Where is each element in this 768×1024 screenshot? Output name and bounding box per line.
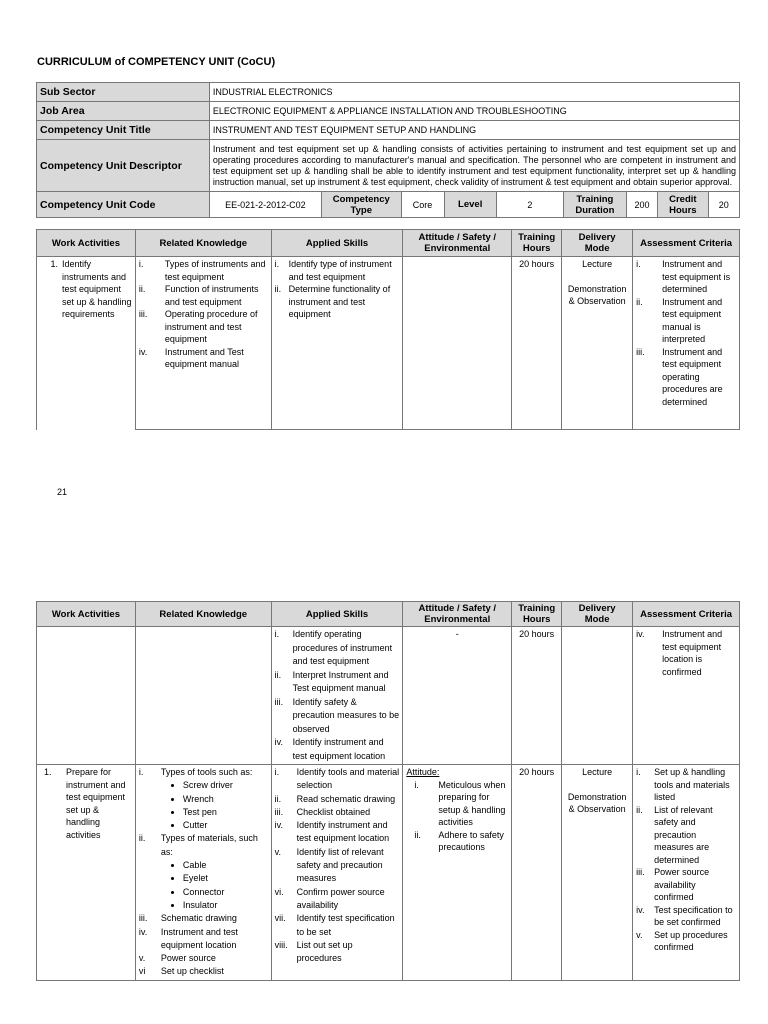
header-work-activities: Work Activities — [37, 230, 136, 257]
assessment-item: i. Set up & handling tools and materials listed — [636, 767, 730, 802]
skills-cell — [271, 257, 403, 430]
skills-cell — [271, 765, 403, 981]
level-value: 2 — [496, 192, 563, 218]
header-training-hours: Training Hours — [512, 230, 562, 257]
work-activity: Prepare for instrument and test equipment set up & handling activities — [66, 767, 126, 840]
credit-hours-label: Credit Hours — [658, 192, 708, 218]
attitude-cell — [403, 765, 512, 981]
assessment-item: iii. Power source availability confirmed — [636, 867, 710, 902]
cu-descriptor-value: Instrument and test equipment set up & handling consists of activities pertaining to instrument and test equipment set up and operating procedures according to manufacturer's manual and specification. The personnel who are competent in instrument and test equipment set up & handling shall be able to identify instrument and test equipment functionality, interpret set up & handling instruction manual, set up instrument & test equipment, check validity of instrument & test equipment and obtain superior approval. — [209, 140, 739, 192]
knowledge-item: iii. Schematic drawing — [138, 913, 237, 924]
skill-item: viii. List out set up procedures — [274, 939, 353, 964]
delivery-mode-cell — [562, 765, 633, 981]
training-duration-value: 200 — [626, 192, 657, 218]
credit-hours-value: 20 — [708, 192, 740, 218]
table-row — [37, 257, 740, 430]
material-item: • Connector — [183, 886, 268, 899]
skill-item: iv. Identify instrument and test equipment location — [274, 737, 386, 761]
skill-item: ii. Determine functionality of instrument and test equipment — [274, 284, 391, 319]
header-related-knowledge: Related Knowledge — [135, 602, 271, 627]
cu-title-label: Competency Unit Title — [37, 121, 210, 140]
cu-code-label: Competency Unit Code — [37, 192, 210, 218]
knowledge-item: iv. Instrument and Test equipment manual — [138, 346, 244, 369]
attitude-label: Attitude: — [406, 767, 440, 777]
work-activity-cell: 1. Prepare for instrument and test equipment set up & handling activities — [37, 765, 136, 981]
competency-type-value: Core — [401, 192, 444, 218]
table-row — [37, 627, 740, 765]
job-area-value: ELECTRONIC EQUIPMENT & APPLIANCE INSTALLATION AND TROUBLESHOOTING — [209, 102, 739, 121]
skill-item: iii. Identify safety & precaution measures to be observed — [274, 696, 400, 734]
work-activity-cell: 1. Identify instruments and test equipment set up & handling requirements — [37, 257, 136, 430]
header-applied-skills: Applied Skills — [271, 602, 403, 627]
table-row — [37, 765, 740, 981]
assessment-item: iii. Instrument and test equipment operating procedures are determined — [636, 346, 723, 407]
header-related-knowledge: Related Knowledge — [135, 230, 271, 257]
knowledge-item: iii. Operating procedure of instrument and test equipment — [138, 309, 258, 344]
delivery-lecture: Lecture — [582, 259, 613, 269]
delivery-demonstration: Demonstration & Observation — [567, 283, 627, 306]
header-assessment-criteria: Assessment Criteria — [633, 602, 740, 627]
knowledge-item: i. Types of instruments and test equipment — [138, 259, 266, 282]
header-training-hours: Training Hours — [512, 602, 562, 627]
delivery-demonstration: Demonstration & Observation — [567, 791, 627, 814]
header-delivery-mode: Delivery Mode — [562, 602, 633, 627]
assessment-cell — [633, 765, 740, 981]
job-area-label: Job Area — [37, 102, 210, 121]
material-item: • Cable — [183, 859, 268, 872]
header-assessment-criteria: Assessment Criteria — [633, 230, 740, 257]
training-hours: 20 hours — [512, 627, 562, 765]
knowledge-cell — [135, 257, 271, 430]
level-label: Level — [444, 192, 496, 218]
tool-item: • Wrench — [183, 793, 268, 806]
skill-item: ii. Interpret Instrument and Test equipment manual — [274, 669, 389, 693]
skills-cell — [271, 627, 403, 765]
training-hours: 20 hours — [512, 257, 562, 430]
tool-item: • Cutter — [183, 819, 268, 832]
header-delivery-mode: Delivery Mode — [562, 230, 633, 257]
skill-item: vi. Confirm power source availability — [274, 886, 385, 910]
competency-info-table — [36, 82, 740, 218]
assessment-item: iv. Instrument and test equipment location is confirmed — [636, 629, 723, 677]
knowledge-item: vi Set up checklist — [138, 966, 224, 977]
assessment-item: ii. Instrument and test equipment manual is interpreted — [636, 296, 723, 344]
assessment-cell — [633, 627, 740, 765]
skill-item: v. Identify list of relevant safety and precaution measures — [274, 846, 384, 884]
header-applied-skills: Applied Skills — [271, 230, 403, 257]
attitude-cell — [403, 257, 512, 430]
delivery-lecture: Lecture — [582, 767, 613, 777]
header-attitude: Attitude / Safety / Environmental — [403, 602, 512, 627]
assessment-item: iv. Test specification to be set confirmed — [636, 904, 733, 927]
cu-title-value: INSTRUMENT AND TEST EQUIPMENT SETUP AND HANDLING — [209, 121, 739, 140]
assessment-item: ii. List of relevant safety and precaution measures are determined — [636, 804, 713, 865]
header-attitude: Attitude / Safety / Environmental — [403, 230, 512, 257]
tool-item: • Test pen — [183, 806, 268, 819]
delivery-mode-cell — [562, 257, 633, 430]
skill-item: i. Identify tools and material selection — [274, 767, 400, 791]
skill-item: vii. Identify test specification to be set — [274, 913, 395, 937]
sub-sector-label: Sub Sector — [37, 83, 210, 102]
attitude-item: i. Meticulous when preparing for setup & handling activities — [414, 779, 506, 827]
activities-table-page-1 — [36, 229, 740, 430]
sub-sector-value: INDUSTRIAL ELECTRONICS — [209, 83, 739, 102]
header-work-activities: Work Activities — [37, 602, 136, 627]
skill-item: i. Identify operating procedures of instrument and test equipment — [274, 629, 393, 666]
document-title: CURRICULUM of COMPETENCY UNIT (CoCU) — [37, 56, 276, 68]
material-item: • Insulator — [183, 899, 268, 912]
skill-item: iv. Identify instrument and test equipment location — [274, 820, 390, 844]
training-hours: 20 hours — [512, 765, 562, 981]
knowledge-item: ii. Function of instruments and test equipment — [138, 284, 259, 307]
assessment-item: i. Instrument and test equipment is determined — [636, 259, 731, 294]
tool-item: • Screw driver — [183, 779, 268, 792]
cu-code-value: EE-021-2-2012-C02 — [209, 192, 321, 218]
skill-item: iii. Checklist obtained — [274, 806, 371, 817]
assessment-item: v. Set up procedures confirmed — [636, 929, 728, 952]
attitude-item: ii. Adhere to safety precautions — [414, 829, 504, 852]
page-number: 21 — [57, 487, 68, 497]
knowledge-item: iv. Instrument and test equipment location — [138, 926, 238, 950]
material-item: • Eyelet — [183, 872, 268, 885]
activities-table-page-2 — [36, 601, 740, 981]
work-activity: Identify instruments and test equipment set up & handling requirements — [62, 259, 132, 319]
knowledge-item: Types of materials, such as: — [160, 833, 258, 857]
skill-item: i. Identify type of instrument and test equipment — [274, 259, 392, 282]
skill-item: ii. Read schematic drawing — [274, 793, 396, 804]
competency-type-label: Competency Type — [321, 192, 401, 218]
training-duration-label: Training Duration — [563, 192, 626, 218]
knowledge-cell: i. Types of tools such as: • Screw driver • Wrench • Test pen • Cutter ii. Types of materials, such as: • Cable • Eyelet • Connector • Insulator iii. Schematic drawing iv. Instrument and test equipment location v. Power source vi Set up checklist — [135, 765, 271, 981]
cu-descriptor-label: Competency Unit Descriptor — [37, 140, 210, 192]
attitude-cell: - — [403, 627, 512, 765]
knowledge-item: Types of tools such as: — [160, 767, 253, 777]
assessment-cell — [633, 257, 740, 430]
knowledge-item: v. Power source — [138, 953, 216, 964]
